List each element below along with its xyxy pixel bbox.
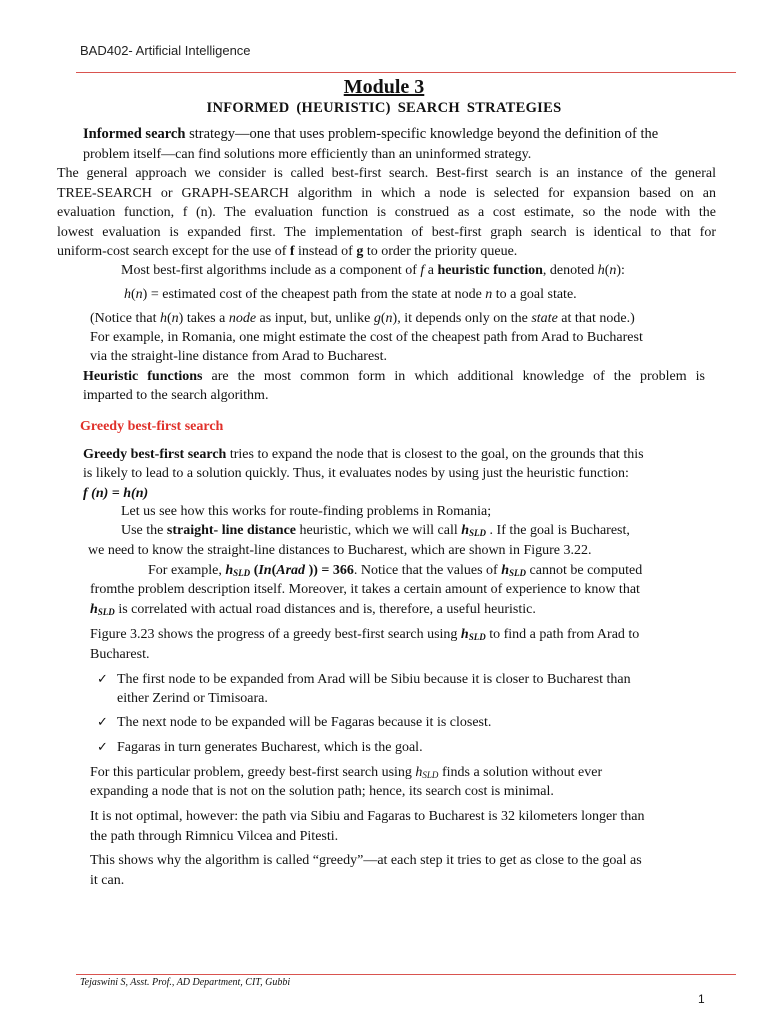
hf-line-2: imparted to the search algorithm. (83, 388, 269, 403)
bullet-2: The next node to be expanded will be Fagaras because it is closest. (117, 715, 492, 730)
bullet-3: Fagaras in turn generates Bucharest, which is the goal. (117, 740, 423, 755)
page-number: 1 (698, 992, 705, 1006)
page-subtitle: INFORMED (HEURISTIC) SEARCH STRATEGIES (206, 100, 562, 116)
greedy-line-1: Greedy best-first search tries to expand the node that is closest to the goal, on the grounds that this (83, 447, 644, 462)
heuristic-function-term: heuristic function (437, 263, 543, 278)
sld-line-1: Use the straight- line distance heuristic, which we will call $h_{SLD}$ . If the goal is Bucharest, (121, 523, 630, 538)
figure-line-1: Figure 3.23 shows the progress of a greedy best-first search using $h_{SLD}$ to find a path from Arad to (90, 627, 640, 642)
header-rule (76, 72, 736, 73)
letus-line: Let us see how this works for route-finding problems in Romania; (121, 504, 492, 519)
notice-line-3: via the straight-line distance from Arad to Bucharest. (90, 349, 388, 364)
bullet-1-line-2: either Zerind or Timisoara. (117, 691, 268, 706)
optimal-line-2: the path through Rimnicu Vilcea and Pitesti. (90, 829, 339, 844)
general-line-3: evaluation function, f (n). The evaluation function is construed as a cost estimate, so the node with the (57, 205, 716, 220)
intro-line-2: problem itself—can find solutions more efficiently than an uninformed strategy. (83, 147, 532, 162)
intro-term: Informed search (83, 126, 186, 142)
particular-line-2: expanding a node that is not on the solution path; hence, its search cost is minimal. (90, 784, 554, 799)
footer-author: Tejaswini S, Asst. Prof., AD Department, CIT, Gubbi (80, 977, 291, 988)
why-line-1: This shows why the algorithm is called “greedy”—at each step it tries to get as close to the goal as (90, 853, 642, 868)
why-line-2: it can. (90, 873, 125, 888)
heuristic-intro-line: Most best-first algorithms include as a component of f a heuristic function, denoted h(n): (121, 263, 625, 278)
running-header: BAD402- Artificial Intelligence (80, 43, 251, 58)
example-line-3: $h_{SLD}$ is correlated with actual road distances and is, therefore, a useful heuristic. (90, 602, 536, 617)
section-heading-greedy: Greedy best-first search (80, 419, 224, 434)
figure-line-2: Bucharest. (90, 647, 150, 662)
greedy-line-2: is likely to lead to a solution quickly. Thus, it evaluates nodes by using just the heuristic function: (83, 466, 629, 481)
notice-line-2: For example, in Romania, one might estimate the cost of the cheapest path from Arad to Bucharest (90, 330, 643, 345)
sld-line-2: we need to know the straight-line distances to Bucharest, which are shown in Figure 3.22. (88, 543, 592, 558)
general-line-5: uniform-cost search except for the use of f instead of g to order the priority queue. (57, 244, 518, 259)
optimal-line-1: It is not optimal, however: the path via Sibiu and Fagaras to Bucharest is 32 kilometers longer than (90, 809, 645, 824)
page-title: Module 3 (343, 76, 425, 98)
notice-line-1: (Notice that h(n) takes a node as input, but, unlike g(n), it depends only on the state at that node.) (90, 311, 635, 326)
particular-line-1: For this particular problem, greedy best-first search using $h_{SLD}$ finds a solution without ever (90, 765, 603, 780)
example-line-2: fromthe problem description itself. Moreover, it takes a certain amount of experience to know that (90, 582, 640, 597)
footer-rule (76, 974, 736, 975)
greedy-formula: f (n) = h(n) (83, 486, 149, 501)
check-icon: ✓ (97, 740, 108, 755)
intro-line-1: Informed search strategy—one that uses problem-specific knowledge beyond the definition of the (83, 126, 659, 142)
check-icon: ✓ (97, 672, 108, 687)
hf-term: Heuristic functions (83, 369, 203, 384)
general-line-1: The general approach we consider is called best-first search. Best-first search is an instance of the general (57, 166, 716, 181)
general-line-4: lowest evaluation is expanded first. The implementation of best-first graph search is identical to that for (57, 225, 716, 240)
example-line-1: For example, $h_{SLD}$ (In(Arad )) = 366. Notice that the values of $h_{SLD}$ cannot be computed (148, 563, 643, 578)
greedy-term: Greedy best-first search (83, 447, 227, 462)
check-icon: ✓ (97, 715, 108, 730)
hf-line-1: Heuristic functions are the most common form in which additional knowledge of the problem is (83, 369, 705, 384)
bullet-1-line-1: The first node to be expanded from Arad will be Sibiu because it is closer to Bucharest than (117, 672, 631, 687)
heuristic-definition: h(n) = estimated cost of the cheapest path from the state at node n to a goal state. (124, 287, 577, 302)
general-line-2: TREE-SEARCH or GRAPH-SEARCH algorithm in which a node is selected for expansion based on an (57, 186, 716, 201)
